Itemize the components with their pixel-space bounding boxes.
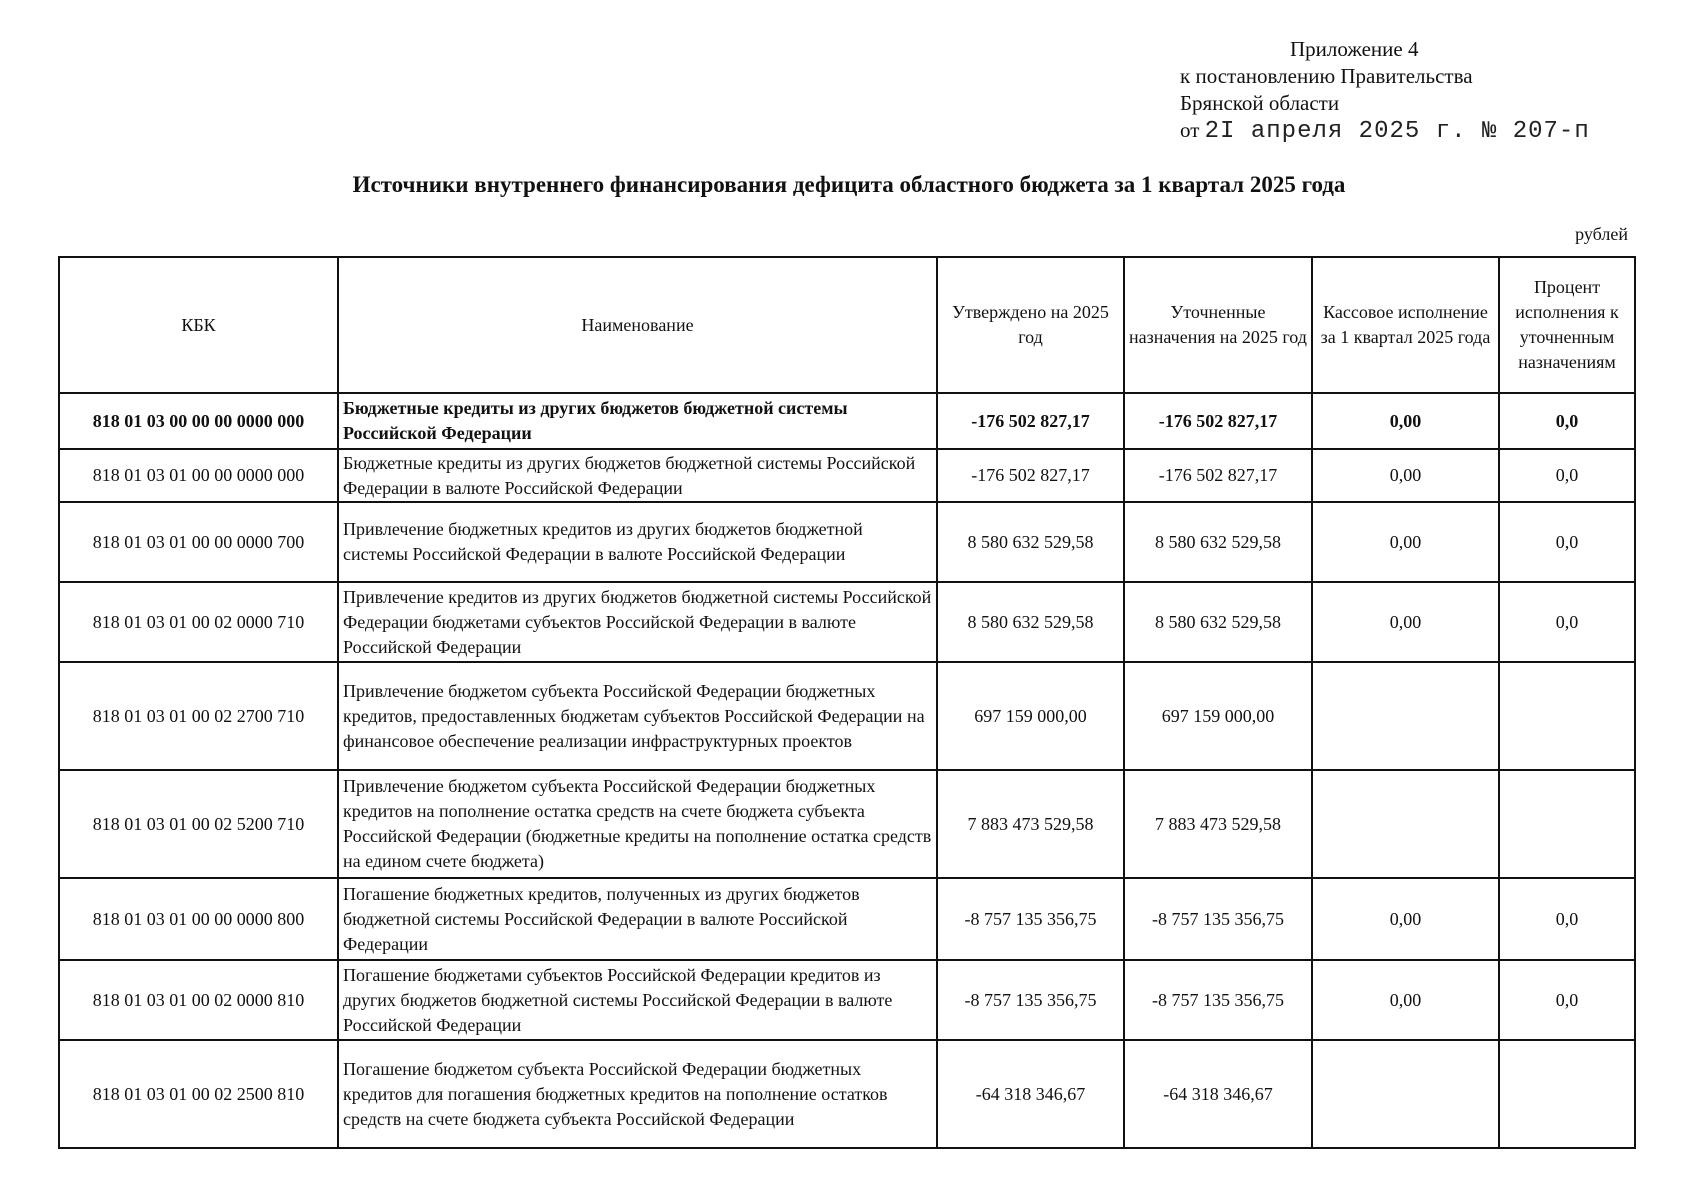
cell-cash: 0,00 [1312,393,1499,449]
cell-kbk: 818 01 03 01 00 02 2500 810 [59,1040,338,1148]
cell-name: Бюджетные кредиты из других бюджетов бюджетной системы Российской Федерации в валюте Российской Федерации [338,449,937,502]
cell-percent: 0,0 [1499,449,1635,502]
cell-percent: 0,0 [1499,582,1635,662]
cell-approved: -176 502 827,17 [937,393,1124,449]
cell-kbk: 818 01 03 01 00 02 2700 710 [59,662,338,770]
annex-date-line [1180,117,1590,145]
cell-name: Привлечение кредитов из других бюджетов бюджетной системы Российской Федерации бюджетами субъектов Российской Федерации в валюте Российской Федерации [338,582,937,662]
cell-approved: 697 159 000,00 [937,662,1124,770]
cell-kbk: 818 01 03 01 00 00 0000 800 [59,878,338,960]
annex-date-stamp: 2I апреля 2025 г. № 207-п [1204,118,1590,145]
cell-percent: 0,0 [1499,960,1635,1040]
header-revised: Уточненные назначения на 2025 год [1124,257,1312,393]
table-row [59,393,1635,449]
cell-cash: 0,00 [1312,502,1499,582]
annex-date-prefix: от [1180,118,1200,142]
annex-number: Приложение 4 [1290,37,1419,61]
cell-cash: 0,00 [1312,960,1499,1040]
annex-resolution: к постановлению Правительства [1180,64,1473,88]
cell-revised: -64 318 346,67 [1124,1040,1312,1148]
cell-revised: 8 580 632 529,58 [1124,502,1312,582]
document-title: Источники внутреннего финансирования дефицита областного бюджета за 1 квартал 2025 года [352,172,1346,197]
table-row [59,502,1635,582]
cell-revised: 7 883 473 529,58 [1124,770,1312,878]
cell-revised: -8 757 135 356,75 [1124,960,1312,1040]
cell-approved: 8 580 632 529,58 [937,502,1124,582]
cell-cash [1312,1040,1499,1148]
cell-percent: 0,0 [1499,502,1635,582]
cell-cash: 0,00 [1312,449,1499,502]
cell-kbk: 818 01 03 01 00 02 0000 810 [59,960,338,1040]
table-row [59,960,1635,1040]
cell-revised: 697 159 000,00 [1124,662,1312,770]
cell-percent: 0,0 [1499,878,1635,960]
cell-approved: -8 757 135 356,75 [937,960,1124,1040]
cell-percent: 0,0 [1499,393,1635,449]
cell-kbk: 818 01 03 01 00 00 0000 700 [59,502,338,582]
table-row [59,1040,1635,1148]
cell-name: Погашение бюджетом субъекта Российской Федерации бюджетных кредитов для погашения бюджетных кредитов на пополнение остатков средств на счете бюджета субъекта Российской Федерации [338,1040,937,1148]
header-cash: Кассовое исполнение за 1 квартал 2025 года [1312,257,1499,393]
cell-revised: 8 580 632 529,58 [1124,582,1312,662]
cell-cash: 0,00 [1312,582,1499,662]
annex-region: Брянской области [1180,91,1340,115]
cell-name: Погашение бюджетных кредитов, полученных из других бюджетов бюджетной системы Российской Федерации в валюте Российской Федерации [338,878,937,960]
cell-revised: -176 502 827,17 [1124,393,1312,449]
header-name: Наименование [338,257,937,393]
cell-name: Привлечение бюджетом субъекта Российской Федерации бюджетных кредитов, предоставленных бюджетам субъектов Российской Федерации на финансовое обеспечение реализации инфраструктурных проектов [338,662,937,770]
cell-cash [1312,662,1499,770]
cell-name: Привлечение бюджетных кредитов из других бюджетов бюджетной системы Российской Федерации в валюте Российской Федерации [338,502,937,582]
cell-cash: 0,00 [1312,878,1499,960]
header-percent: Процент исполнения к уточненным назначениям [1499,257,1635,393]
cell-kbk: 818 01 03 01 00 00 0000 000 [59,449,338,502]
cell-revised: -176 502 827,17 [1124,449,1312,502]
annex-block [1180,36,1590,145]
financing-table [58,256,1636,1149]
cell-name: Бюджетные кредиты из других бюджетов бюджетной системы Российской Федерации [338,393,937,449]
cell-kbk: 818 01 03 01 00 02 0000 710 [59,582,338,662]
cell-percent [1499,770,1635,878]
cell-percent [1499,662,1635,770]
header-kbk: КБК [59,257,338,393]
table-row [59,770,1635,878]
cell-approved: 7 883 473 529,58 [937,770,1124,878]
table-row [59,662,1635,770]
cell-cash [1312,770,1499,878]
table-header-row [59,257,1635,393]
units-label: рублей [1575,224,1628,244]
cell-approved: -64 318 346,67 [937,1040,1124,1148]
cell-approved: 8 580 632 529,58 [937,582,1124,662]
table-row [59,878,1635,960]
cell-name: Погашение бюджетами субъектов Российской Федерации кредитов из других бюджетов бюджетной системы Российской Федерации в валюте Российской Федерации [338,960,937,1040]
table-row [59,582,1635,662]
cell-name: Привлечение бюджетом субъекта Российской Федерации бюджетных кредитов на пополнение остатка средств на счете бюджета субъекта Российской Федерации (бюджетные кредиты на пополнение остатка средств на едином счете бюджета) [338,770,937,878]
cell-percent [1499,1040,1635,1148]
cell-kbk: 818 01 03 00 00 00 0000 000 [59,393,338,449]
cell-revised: -8 757 135 356,75 [1124,878,1312,960]
table-row [59,449,1635,502]
header-approved: Утверждено на 2025 год [937,257,1124,393]
cell-kbk: 818 01 03 01 00 02 5200 710 [59,770,338,878]
cell-approved: -176 502 827,17 [937,449,1124,502]
cell-approved: -8 757 135 356,75 [937,878,1124,960]
